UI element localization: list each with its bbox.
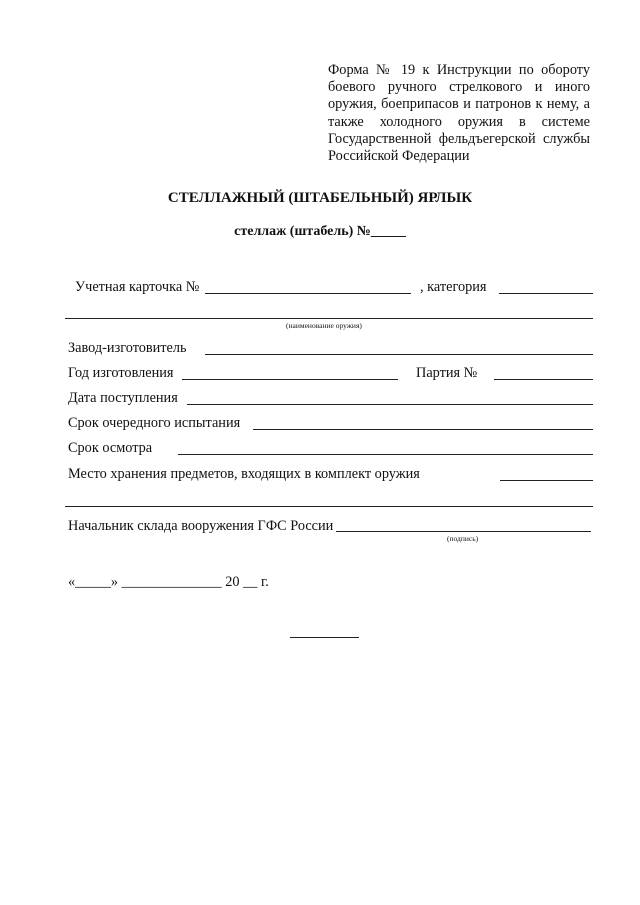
account-card-field[interactable]: [205, 293, 411, 294]
header-line-6: Российской Федерации: [328, 148, 470, 165]
year-field[interactable]: [182, 379, 398, 380]
category-label: , категория: [420, 279, 487, 295]
header-line-4: также холодного оружия в системе: [328, 113, 590, 130]
rack-number: стеллаж (штабель) №_____: [234, 224, 406, 239]
header-line-5: Государственной фельдъегерской службы: [328, 130, 590, 147]
storage-place-label: Место хранения предметов, входящих в комплект оружия: [68, 466, 420, 482]
next-test-label: Срок очередного испытания: [68, 415, 241, 431]
storage-place-field-2[interactable]: [65, 506, 593, 507]
manufacturer-field[interactable]: [205, 354, 593, 355]
batch-field[interactable]: [494, 379, 593, 380]
inspection-label: Срок осмотра: [68, 440, 153, 456]
signature-field[interactable]: [336, 531, 591, 532]
category-field[interactable]: [499, 293, 593, 294]
weapon-name-field[interactable]: [65, 318, 593, 319]
next-test-field[interactable]: [253, 429, 593, 430]
signature-hint: (подпись): [447, 534, 479, 543]
chief-label: Начальник склада вооружения ГФС России: [68, 518, 334, 534]
weapon-name-hint: (наименование оружия): [286, 321, 362, 330]
storage-place-field[interactable]: [500, 480, 593, 481]
manufacturer-label: Завод-изготовитель: [68, 340, 187, 356]
document-title: СТЕЛЛАЖНЫЙ (ШТАБЕЛЬНЫЙ) ЯРЛЫК: [167, 190, 473, 206]
end-divider: [290, 637, 359, 638]
date-line: «_____» ______________ 20 __ г.: [68, 574, 269, 590]
header-line-2: боевого ручного стрелкового и иного: [328, 79, 590, 96]
account-card-label: Учетная карточка №: [75, 279, 200, 295]
receipt-date-field[interactable]: [187, 404, 593, 405]
header-line-3: оружия, боеприпасов и патронов к нему, а: [328, 96, 590, 113]
year-label: Год изготовления: [68, 365, 174, 381]
header-line-1: Форма № 19 к Инструкции по обороту: [328, 62, 590, 78]
receipt-date-label: Дата поступления: [68, 390, 178, 406]
inspection-field[interactable]: [178, 454, 593, 455]
form-reference-header: [328, 62, 590, 165]
batch-label: Партия №: [416, 365, 478, 381]
